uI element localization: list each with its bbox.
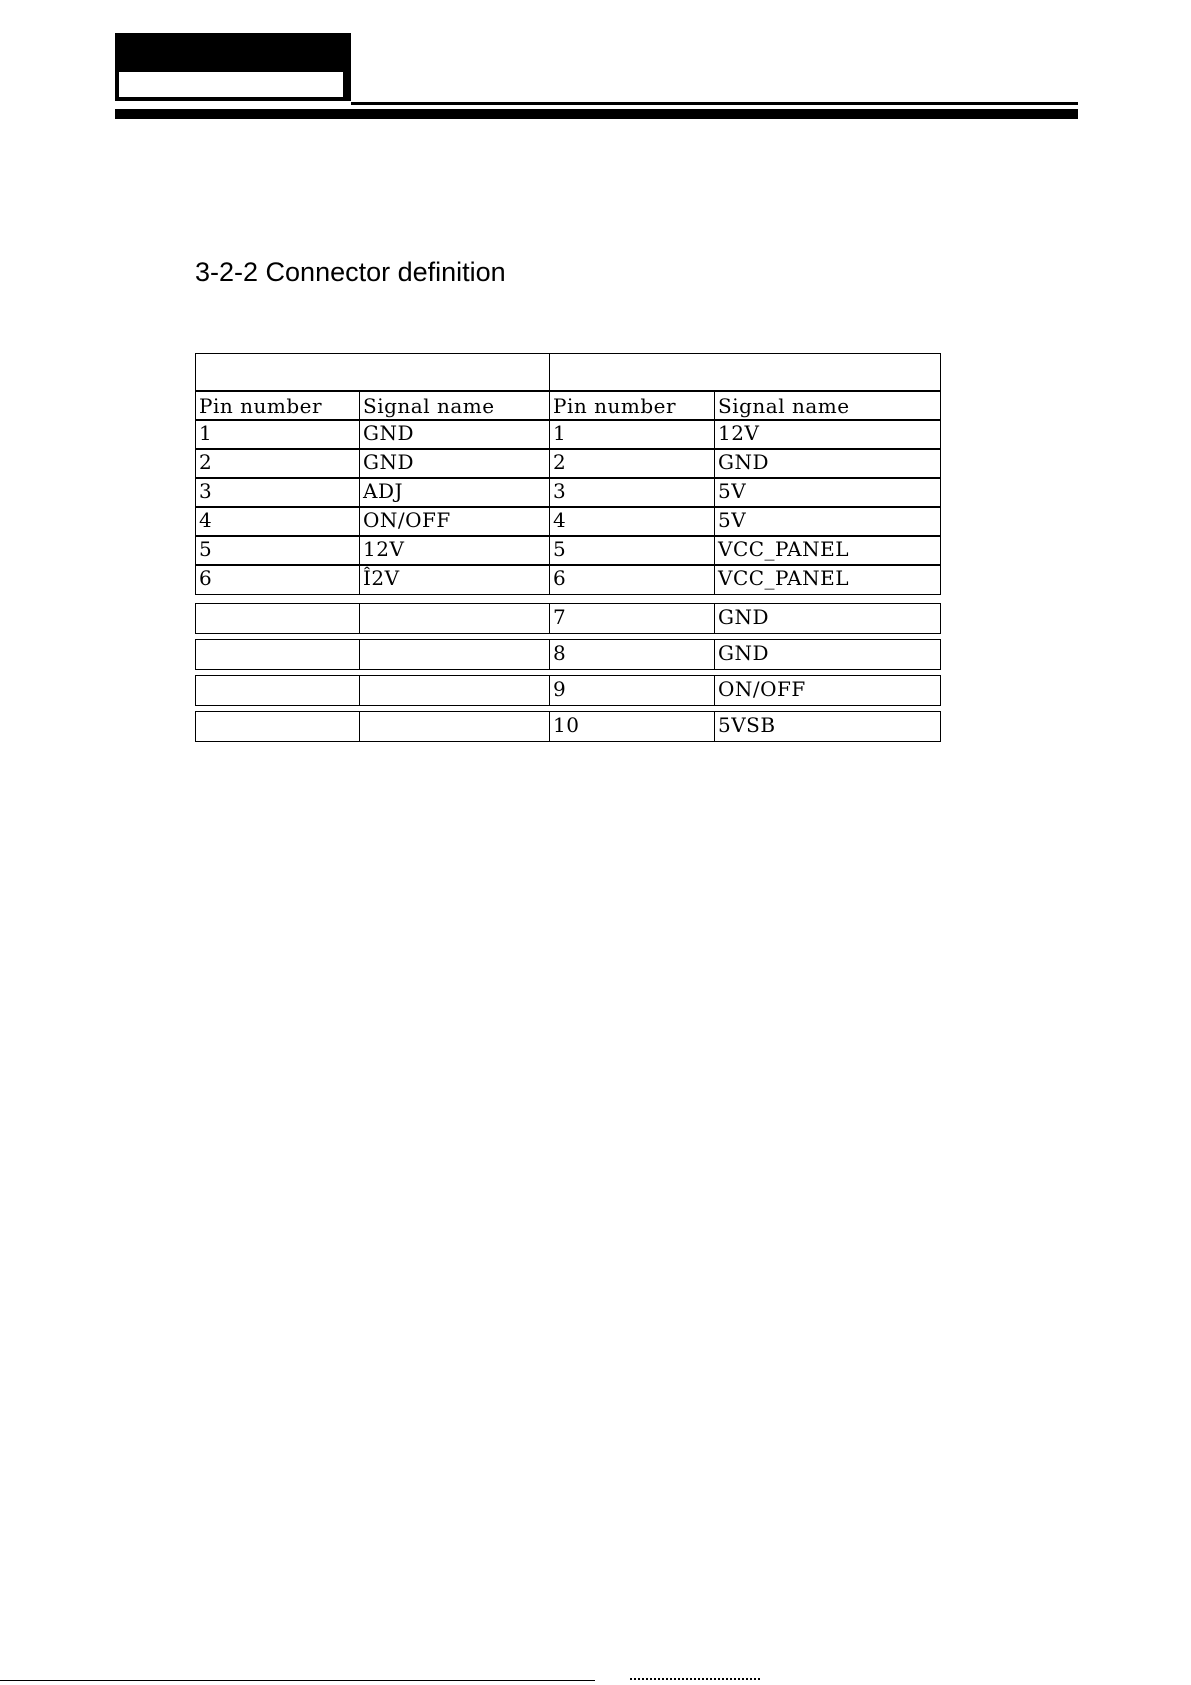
pin-number-cell: 9 [550,676,715,705]
table-row [195,675,941,706]
table-row [195,564,941,595]
pin-number-cell [196,640,360,669]
signal-name-cell: VCC_PANEL [718,566,849,590]
column-header-pin-number-right: Pin number [550,391,715,420]
signal-name-cell [360,676,550,705]
footer-marks [630,1678,760,1684]
signal-name-cell [360,712,550,741]
signal-name-cell [360,604,550,633]
pin-number-cell [196,676,360,705]
signal-name-cell: 12V [360,536,550,565]
column-header-signal-name-left: Signal name [360,391,550,420]
table-row [195,639,941,670]
table-row [195,448,941,479]
table-group-header-row [195,353,941,392]
pin-number-cell: 4 [196,507,360,536]
pin-number-cell: 1 [196,420,360,449]
pin-number-cell: 6 [550,565,715,594]
pin-number-cell: 4 [550,507,715,536]
pin-number-cell: 3 [550,478,715,507]
signal-name-cell: 12V [718,421,760,445]
table-row [195,419,941,450]
signal-name-cell: GND [718,450,770,474]
pin-number-cell: 6 [196,565,360,594]
signal-name-cell: GND [718,641,770,665]
signal-name-cell: GND [718,605,770,629]
signal-name-cell: ON/OFF [718,677,806,701]
signal-name-cell: GND [360,449,550,478]
pin-number-cell: 10 [550,712,715,741]
pin-number-cell [196,712,360,741]
header-rule-thick [115,109,1078,119]
header-rule-thin [351,102,1078,105]
signal-name-cell: GND [360,420,550,449]
column-header-pin-number-left: Pin number [196,391,360,420]
signal-name-cell: ON/OFF [360,507,550,536]
table-row [195,535,941,566]
signal-name-cell: 5V [718,508,747,532]
header-title-block [115,33,351,101]
signal-name-cell: 5V [718,479,747,503]
table-row [195,711,941,742]
signal-name-cell: Î2V [360,565,550,594]
pin-number-cell: 8 [550,640,715,669]
group-header-right [550,354,939,391]
section-heading: 3-2-2 Connector definition [195,257,506,287]
footer-rule [0,1680,595,1681]
header-title-block-inner [119,72,343,97]
pin-number-cell: 2 [550,449,715,478]
pin-number-cell: 2 [196,449,360,478]
column-header-signal-name-right: Signal name [718,394,850,418]
pin-number-cell [196,604,360,633]
pin-number-cell: 5 [550,536,715,565]
signal-name-cell: VCC_PANEL [718,537,849,561]
table-row [195,603,941,634]
pin-number-cell: 3 [196,478,360,507]
pin-number-cell: 7 [550,604,715,633]
signal-name-cell: ADJ [360,478,550,507]
signal-name-cell: 5VSB [718,713,776,737]
table-row [195,506,941,537]
pin-number-cell: 1 [550,420,715,449]
signal-name-cell [360,640,550,669]
table-header-row [195,390,941,421]
group-header-left [196,354,550,391]
table-row [195,477,941,508]
pin-number-cell: 5 [196,536,360,565]
